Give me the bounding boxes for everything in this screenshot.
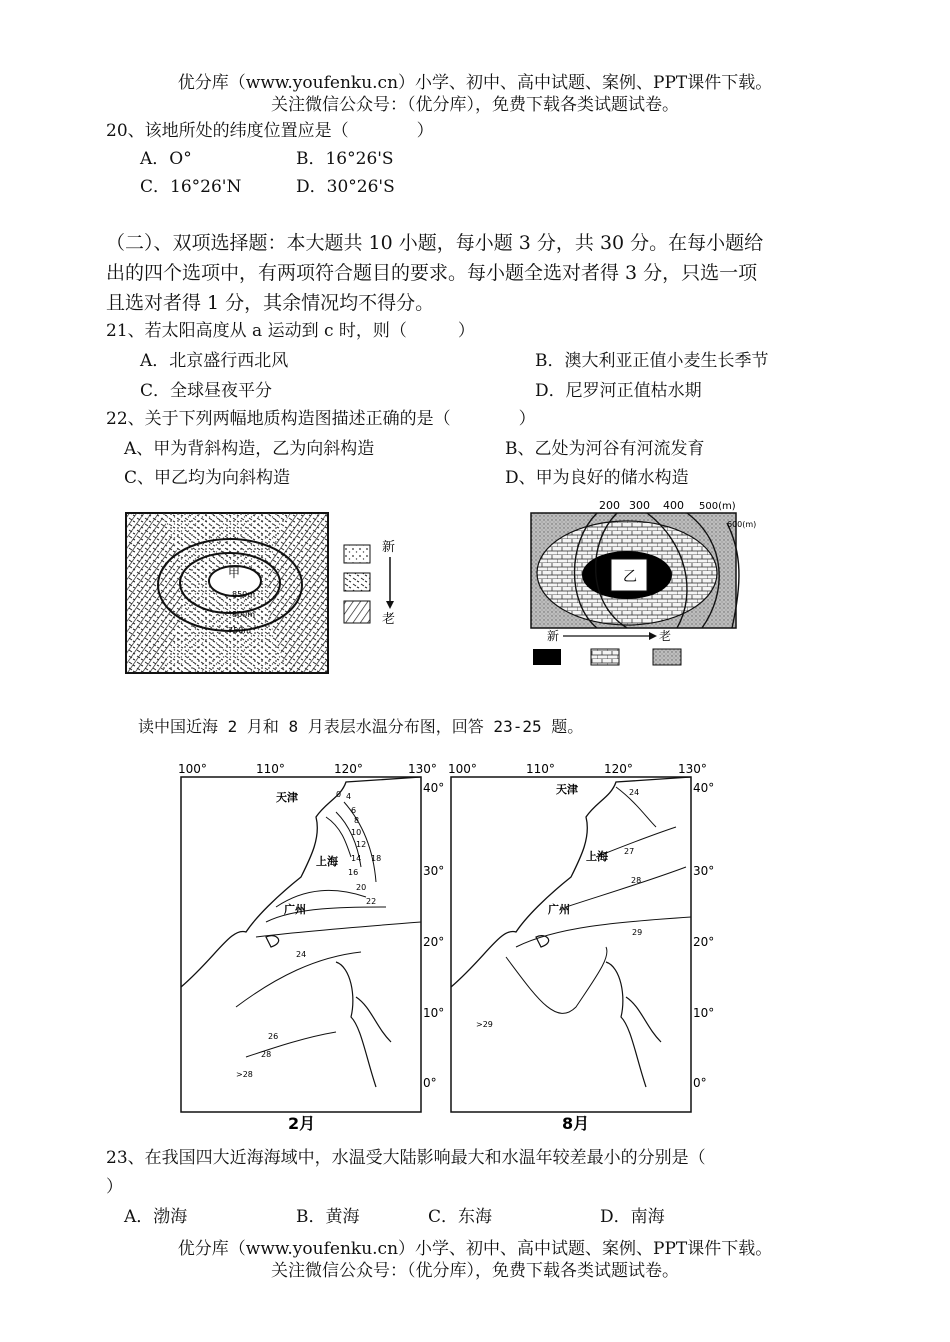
q20-option-c: C．16°26'N xyxy=(140,177,242,197)
jia-contour-800: 800m xyxy=(232,610,256,619)
maps-intro: 读中国近海 2 月和 8 月表层水温分布图，回答 23-25 题。 xyxy=(138,717,584,736)
yi-legend-brick xyxy=(591,649,619,665)
aug-iso-24: 24 xyxy=(629,788,640,797)
feb-iso-14: 14 xyxy=(351,854,362,863)
aug-caption: 8月 xyxy=(562,1114,590,1133)
aug-lat-40: 40° xyxy=(693,781,715,795)
figure-yi-anticline-map xyxy=(527,483,762,673)
feb-lon-110: 110° xyxy=(256,762,285,776)
aug-lon-110: 110° xyxy=(526,762,555,776)
yi-legend-grain xyxy=(653,649,681,665)
yi-legend-black xyxy=(533,649,561,665)
jia-legend-old: 老 xyxy=(382,612,396,627)
q22-option-b: B、乙处为河谷有河流发育 xyxy=(505,439,705,459)
feb-iso-26: 26 xyxy=(268,1032,279,1041)
aug-lat-30: 30° xyxy=(693,864,715,878)
q21-option-d: D．尼罗河正值枯水期 xyxy=(535,381,702,401)
feb-lon-100: 100° xyxy=(178,762,207,776)
yi-contour-500: 500(m) xyxy=(699,501,736,512)
feb-iso-12: 12 xyxy=(356,840,367,849)
feb-city-guangzhou: 广州 xyxy=(284,903,306,916)
q23-option-c: C．东海 xyxy=(428,1207,493,1227)
section-2-line-1: （二）、双项选择题：本大题共 10 小题，每小题 3 分，共 30 分。在每小题给 xyxy=(106,232,764,254)
section-2-line-3: 且选对者得 1 分，其余情况均不得分。 xyxy=(106,292,435,314)
jia-legend-dash xyxy=(344,573,370,591)
q23-option-b: B．黄海 xyxy=(296,1207,360,1227)
section-2-line-2: 出的四个选项中，有两项符合题目的要求。每小题全选对者得 3 分，只选一项 xyxy=(106,262,758,284)
aug-iso-gt29: >29 xyxy=(476,1020,493,1029)
feb-iso-gt28: >28 xyxy=(236,1070,253,1079)
jia-contour-750: 750m xyxy=(228,626,252,635)
q21-option-a: A．北京盛行西北风 xyxy=(140,351,289,371)
map-february xyxy=(176,757,446,1135)
aug-iso-28: 28 xyxy=(631,876,642,885)
aug-lat-10: 10° xyxy=(693,1006,715,1020)
question-21-stem: 21、若太阳高度从 a 运动到 c 时，则（ ） xyxy=(106,321,475,341)
footer-line-2: 关注微信公众号：（优分库），免费下载各类试题试卷。 xyxy=(271,1261,679,1281)
feb-iso-22: 22 xyxy=(366,897,377,906)
yi-contour-400: 400 xyxy=(663,499,684,512)
feb-iso-0: 0 xyxy=(336,790,342,799)
feb-lat-30: 30° xyxy=(423,864,445,878)
header-line-2: 关注微信公众号：（优分库），免费下载各类试题试卷。 xyxy=(271,95,679,115)
q20-option-d: D．30°26'S xyxy=(296,177,395,197)
jia-legend-dots xyxy=(344,545,370,563)
aug-city-guangzhou: 广州 xyxy=(548,903,570,916)
q21-option-c: C．全球昼夜平分 xyxy=(140,381,273,401)
feb-iso-4: 4 xyxy=(346,792,352,801)
feb-lat-0: 0° xyxy=(423,1076,437,1090)
feb-iso-10: 10 xyxy=(351,828,362,837)
aug-city-tianjin: 天津 xyxy=(556,783,578,796)
jia-contour-850: 850m xyxy=(232,590,256,599)
feb-iso-18: 18 xyxy=(371,854,382,863)
feb-lon-120: 120° xyxy=(334,762,363,776)
yi-contour-300: 300 xyxy=(629,499,650,512)
q22-option-d: D、甲为良好的储水构造 xyxy=(505,468,689,488)
feb-lat-40: 40° xyxy=(423,781,445,795)
feb-caption: 2月 xyxy=(288,1114,316,1133)
feb-iso-6: 6 xyxy=(351,806,357,815)
feb-iso-8: 8 xyxy=(354,816,360,825)
question-23-stem: 23、在我国四大近海海域中，水温受大陆影响最大和水温年较差最小的分别是（ xyxy=(106,1148,706,1168)
question-20-stem: 20、该地所处的纬度位置应是（ ） xyxy=(106,121,434,141)
feb-iso-24: 24 xyxy=(296,950,307,959)
q23-option-d: D．南海 xyxy=(600,1207,665,1227)
aug-city-shanghai: 上海 xyxy=(586,850,608,863)
yi-point-label: 乙 xyxy=(623,569,637,585)
aug-lon-120: 120° xyxy=(604,762,633,776)
feb-lon-130: 130° xyxy=(408,762,437,776)
question-23-stem-cont: ） xyxy=(106,1177,123,1197)
jia-legend-diag xyxy=(344,601,370,623)
jia-point-label: 甲 xyxy=(228,566,241,580)
yi-contour-200: 200 xyxy=(599,499,620,512)
feb-lat-20: 20° xyxy=(423,935,445,949)
header-line-1: 优分库（www.youfenku.cn）小学、初中、高中试题、案例、PPT课件下载。 xyxy=(177,73,773,93)
yi-legend-old: 老 xyxy=(659,629,672,643)
q20-option-b: B．16°26'S xyxy=(296,149,394,169)
question-22-stem: 22、关于下列两幅地质构造图描述正确的是（ ） xyxy=(106,409,536,429)
feb-city-tianjin: 天津 xyxy=(276,791,298,804)
q22-option-c: C、甲乙均为向斜构造 xyxy=(124,468,291,488)
figure-jia-syncline-map xyxy=(120,505,420,680)
feb-iso-20: 20 xyxy=(356,883,367,892)
aug-lon-130: 130° xyxy=(678,762,707,776)
q22-option-a: A、甲为背斜构造，乙为向斜构造 xyxy=(124,439,375,459)
feb-lat-10: 10° xyxy=(423,1006,445,1020)
footer-line-1: 优分库（www.youfenku.cn）小学、初中、高中试题、案例、PPT课件下载。 xyxy=(177,1239,773,1259)
yi-legend-new: 新 xyxy=(547,629,560,643)
jia-legend-new: 新 xyxy=(382,540,396,555)
aug-lon-100: 100° xyxy=(448,762,477,776)
q23-option-a: A．渤海 xyxy=(124,1207,188,1227)
feb-iso-16: 16 xyxy=(348,868,359,877)
q20-option-a: A．O° xyxy=(140,149,192,169)
aug-lat-20: 20° xyxy=(693,935,715,949)
feb-city-shanghai: 上海 xyxy=(316,855,338,868)
aug-iso-27: 27 xyxy=(624,847,635,856)
map-august xyxy=(446,757,716,1135)
aug-iso-29: 29 xyxy=(632,928,643,937)
q21-option-b: B．澳大利亚正值小麦生长季节 xyxy=(535,351,769,371)
aug-lat-0: 0° xyxy=(693,1076,707,1090)
yi-contour-600: 600(m) xyxy=(727,520,757,529)
feb-iso-28: 28 xyxy=(261,1050,272,1059)
